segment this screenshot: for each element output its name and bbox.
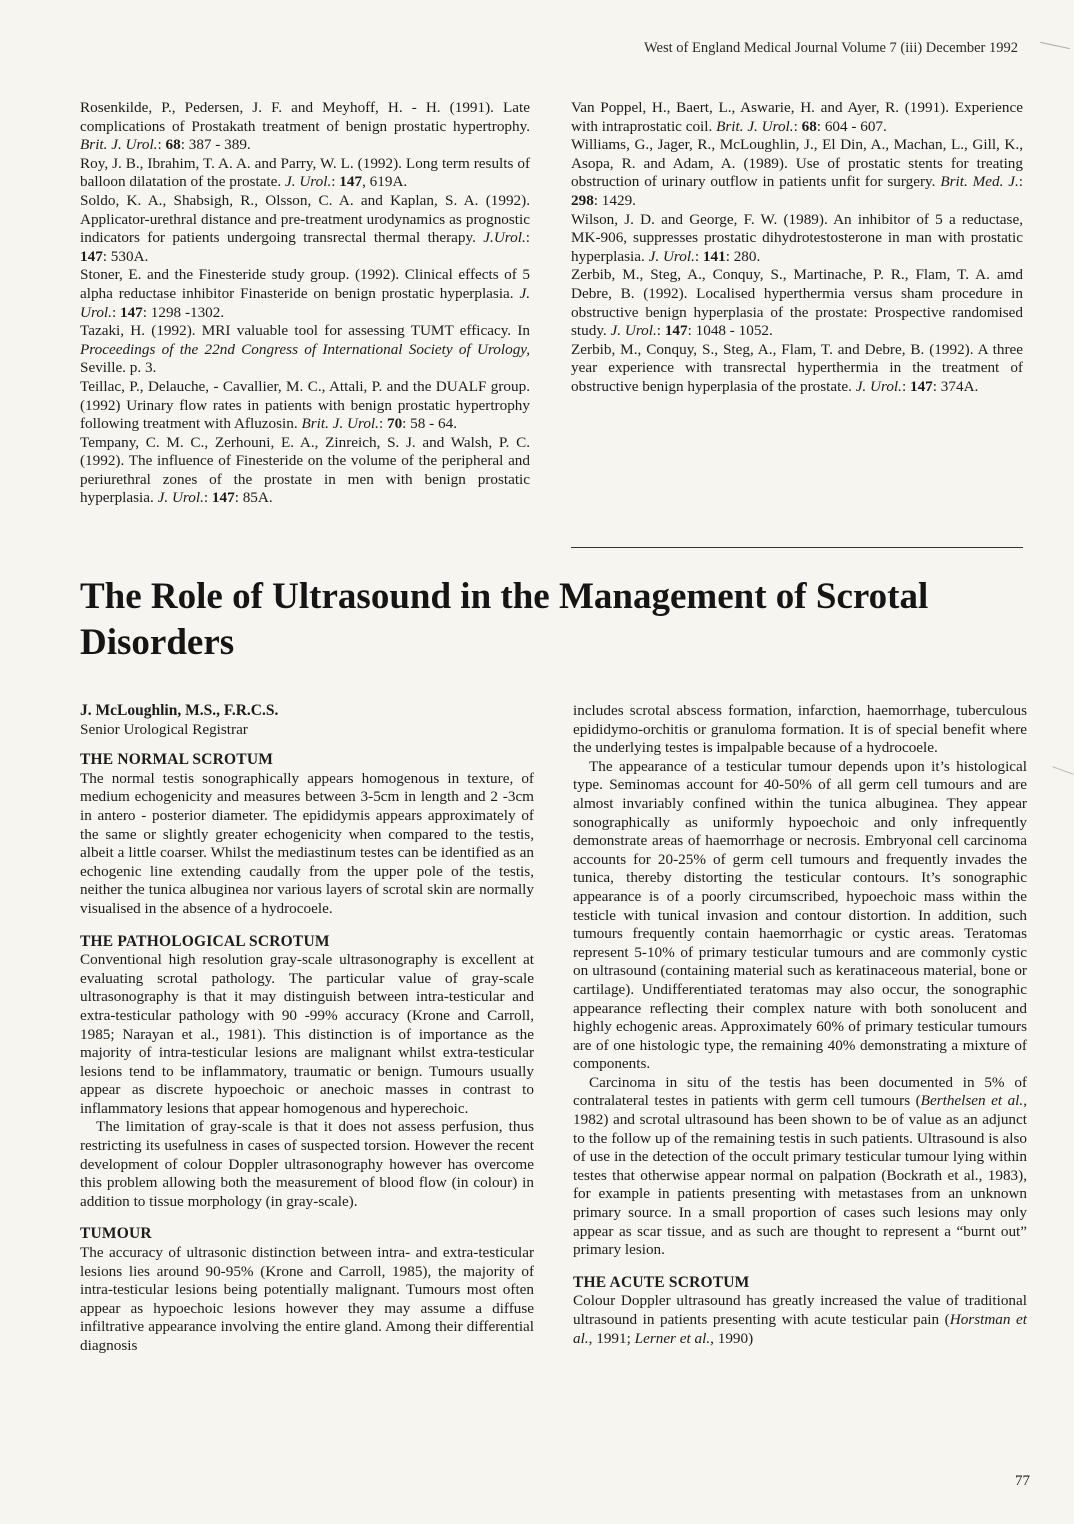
paragraph: Conventional high resolution gray-scale ultrasonography is excellent at evaluating scrotal pathology. The particular value of gray-scale ultrasonography is that it may distinguish between intra-testicular and extra-testicular pathology with 90 -99% accuracy (Krone and Carroll, 1985; Narayan et al., 1981). This distinction is of importance as the majority of intra-testicular lesions are malignant whilst extra-testicular lesions tend to be inflammatory, traumatic or benign. Tumours usually appear as discrete hypoechoic or anechoic masses in contrast to inflammatory lesions that appear homogenous and hyperechoic. — [80, 951, 534, 1117]
paragraph: The appearance of a testicular tumour depends upon it’s histological type. Seminomas account for 40-50% of all germ cell tumours and are almost invariably confined within the tunica albuginea. They appear sonographically as uniformly hypoechoic and only infrequently demonstrate areas of haemorrhage or necrosis. Embryonal cell carcinoma accounts for 20-25% of germ cell tumours and frequently invades the tunica, thereby distorting the testicular contours. It’s sonographic appearance is of a poorly circumscribed, hypoechoic mass within the testicle with tunical invasion and contour distortion. In addition, such tumours frequently contain haemorrhagic or cystic areas. Teratomas represent 5-10% of primary testicular tumours and are commonly cystic on ultrasound (containing material such as keratinaceous material, bone or cartilage). Undifferentiated teratomas may also occur, the sonographic appearance reflecting their complex nature with both sonolucent and highly echogenic areas. Approximately 60% of primary testicular tumours are of one histologic type, the remaining 40% demonstrating a mixture of components. — [573, 757, 1027, 1073]
paragraph: The normal testis sonographically appears homogenous in texture, of medium echogenicity and measures between 3-5cm in length and 2 -3cm in antero - posterior diameter. The epididymis appears approximately of the same or slightly greater echogenicity when compared to the testis, albeit a little coarser. Whilst the mediastinum testes can be identified as an echogenic line extending caudally from the upper pole of the testis, neither the tunica albuginea nor various layers of scrotal skin are normally visualised in the absence of a hydrocoele. — [80, 769, 534, 917]
reference-entry: Rosenkilde, P., Pedersen, J. F. and Meyhoff, H. - H. (1991). Late complications of Prostakath treatment of benign prostatic hypertrophy. Brit. J. Urol.: 68: 387 - 389. — [80, 99, 530, 154]
section-heading-acute: THE ACUTE SCROTUM — [573, 1273, 750, 1291]
paragraph: Carcinoma in situ of the testis has been documented in 5% of contralateral testes in patients with germ cell tumours (Berthelsen et al., 1982) and scrotal ultrasound has been shown to be of value as an adjunct to the follow up of the remaining testis in such patients. Ultrasound is also of use in the detection of the occult primary testicular tumour lying within testes that otherwise appear normal on palpation (Bockrath et al., 1983), for example in patients presenting with metastases from an unknown primary source. In a small proportion of cases such lesions may only appear as scar tissue, and as such are thought to represent a “burnt out” primary lesion. — [573, 1073, 1027, 1259]
author-role: Senior Urological Registrar — [80, 720, 248, 738]
references-left-column — [80, 99, 530, 508]
reference-entry: Soldo, K. A., Shabsigh, R., Olsson, C. A. and Kaplan, S. A. (1992). Applicator-urethral distance and pre-treatment urodynamics as prognostic indicators for patients undergoing transrectal thermal therapy. J.Urol.: 147: 530A. — [80, 191, 530, 265]
reference-entry: Tazaki, H. (1992). MRI valuable tool for assessing TUMT efficacy. In Proceedings of the 22nd Congress of International Society of Urology, Seville. p. 3. — [80, 322, 530, 377]
reference-entry: Teillac, P., Delauche, - Cavallier, M. C., Attali, P. and the DUALF group. (1992) Urinary flow rates in patients with benign prostatic hypertrophy following treatment with Afluzosin. Brit. J. Urol.: 70: 58 - 64. — [80, 377, 530, 433]
paragraph: The limitation of gray-scale is that it does not assess perfusion, thus restricting its usefulness in cases of suspected torsion. However the recent development of colour Doppler ultrasonography however has overcome this problem allowing both the measurement of blood flow (in colour) in addition to tissue morphology (in gray-scale). — [80, 1118, 534, 1210]
reference-entry: Zerbib, M., Steg, A., Conquy, S., Martinache, P. R., Flam, T. A. amd Debre, B. (1992). Localised hyperthermia versus sham procedure in obstructive benign hyperplasia of the prostate: Prospective randomised study. J. Urol.: 147: 1048 - 1052. — [571, 266, 1023, 340]
references-right-column — [571, 99, 1023, 397]
reference-entry: Williams, G., Jager, R., McLoughlin, J., El Din, A., Machan, L., Gill, K., Asopa, R. and Adam, A. (1989). Use of prostatic stents for treating obstruction of urinary outflow in patients unfit for surgery. Brit. Med. J.: 298: 1429. — [571, 136, 1023, 209]
section-heading-pathological: THE PATHOLOGICAL SCROTUM — [80, 932, 330, 950]
article-right-column — [573, 702, 1027, 1348]
reference-entry: Tempany, C. M. C., Zerhouni, E. A., Zinreich, S. J. and Walsh, P. C. (1992). The influence of Finesteride on the volume of the peripheral and periurethral zones of the prostate in men with benign prostatic hyperplasia. J. Urol.: 147: 85A. — [80, 433, 530, 507]
scan-mark — [1040, 42, 1070, 49]
article-title: The Role of Ultrasound in the Management of Scrotal Disorders — [80, 576, 929, 663]
reference-entry: Wilson, J. D. and George, F. W. (1989). An inhibitor of 5 a reductase, MK-906, suppresses prostatic dihydrotestosterone in man with prostatic hyperplasia. J. Urol.: 141: 280. — [571, 210, 1023, 265]
author-name: J. McLoughlin, M.S., F.R.C.S. — [80, 702, 279, 719]
article-left-column — [80, 702, 534, 1356]
paragraph: includes scrotal abscess formation, infarction, haemorrhage, tuberculous epididymo-orchitis or granuloma formation. It is of special benefit where the underlying testes is impalpable because of a hydrocoele. — [573, 702, 1027, 757]
page-number: 77 — [1015, 1473, 1030, 1489]
reference-entry: Roy, J. B., Ibrahim, T. A. A. and Parry, W. L. (1992). Long term results of balloon dilatation of the prostate. J. Urol.: 147, 619A. — [80, 154, 530, 191]
section-divider — [571, 547, 1023, 548]
scan-mark — [1052, 766, 1073, 774]
paragraph: The accuracy of ultrasonic distinction between intra- and extra-testicular lesions lies around 90-95% (Krone and Carroll, 1985), the majority of intra-testicular lesions being potentially malignant. Tumours most often appear as hypoechoic lesions however they may assume a diffuse infiltrative appearance involving the entire gland. Among their differential diagnosis — [80, 1244, 534, 1354]
section-heading-normal: THE NORMAL SCROTUM — [80, 751, 274, 769]
reference-entry: Van Poppel, H., Baert, L., Aswarie, H. and Ayer, R. (1991). Experience with intraprostatic coil. Brit. J. Urol.: 68: 604 - 607. — [571, 99, 1023, 135]
section-heading-tumour: TUMOUR — [80, 1225, 152, 1243]
reference-entry: Zerbib, M., Conquy, S., Steg, A., Flam, T. and Debre, B. (1992). A three year experience with transrectal hyperthermia in the treatment of obstructive benign hyperplasia of the prostate. J. Urol.: 147: 374A. — [571, 340, 1023, 395]
paragraph: Colour Doppler ultrasound has greatly increased the value of traditional ultrasound in patients presenting with acute testicular pain (Horstman et al., 1991; Lerner et al., 1990) — [573, 1292, 1028, 1347]
reference-entry: Stoner, E. and the Finesteride study group. (1992). Clinical effects of 5 alpha reductase inhibitor Finasteride on benign prostatic hyperplasia. J. Urol.: 147: 1298 -1302. — [80, 266, 530, 321]
running-header: West of England Medical Journal Volume 7 (iii) December 1992 — [644, 40, 1018, 56]
